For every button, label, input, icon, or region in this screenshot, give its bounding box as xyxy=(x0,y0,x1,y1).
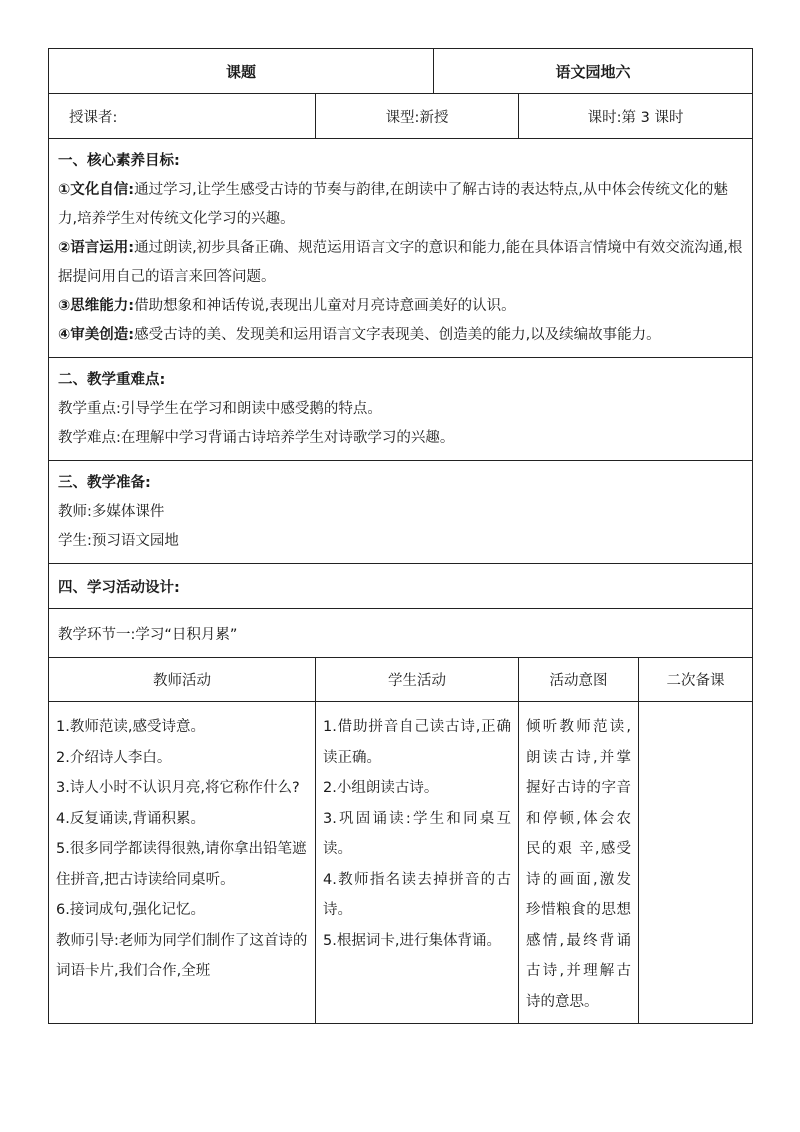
teacher-activity-item: 3.诗人小时不认识月亮,将它称作什么? xyxy=(56,780,300,796)
step-title: 教学环节一:学习“日积月累” xyxy=(49,609,753,658)
goal-item xyxy=(58,176,743,234)
lesson-type: 课型:新授 xyxy=(316,94,519,139)
goal-text: 通过学习,让学生感受古诗的节奏与韵律,在朗读中了解古诗的表达特点,从中体会传统文化的魅力,培养学生对传统文化学习的兴趣。 xyxy=(58,182,728,227)
section-key-points xyxy=(49,358,753,461)
column-header: 教师活动 xyxy=(49,658,316,702)
section-title: 二、教学重难点: xyxy=(58,372,166,388)
teacher-prep: 教师:多媒体课件 xyxy=(58,504,165,520)
goal-lead: ④审美创造: xyxy=(58,327,135,343)
lesson-period: 课时:第 3 课时 xyxy=(519,94,753,139)
column-header: 二次备课 xyxy=(639,658,753,702)
section-goals xyxy=(49,139,753,358)
goal-item xyxy=(58,321,743,350)
activity-column-headers xyxy=(49,658,753,702)
goal-text: 借助想象和神话传说,表现出儿童对月亮诗意画美好的认识。 xyxy=(134,298,516,314)
student-activity-item: 2.小组朗读古诗。 xyxy=(323,780,439,796)
section-preparation xyxy=(49,461,753,564)
teacher-field: 授课者: xyxy=(49,94,316,139)
step-row xyxy=(49,609,753,658)
header-row xyxy=(49,49,753,94)
teacher-activity-item: 1.教师范读,感受诗意。 xyxy=(56,719,205,735)
section-title: 一、核心素养目标: xyxy=(58,153,180,169)
goal-item xyxy=(58,234,743,292)
teacher-activities-cell xyxy=(49,702,316,1024)
student-prep: 学生:预习语文园地 xyxy=(58,533,179,549)
activity-intent-cell: 倾听教师范读,朗读古诗,并掌握好古诗的字音和停顿,体会农民的艰 辛,感受诗的画面,激发珍惜粮食的思想感情,最终背诵古诗,并理解古诗的意思。 xyxy=(519,702,639,1024)
teacher-activity-item: 5.很多同学都读得很熟,请你拿出铅笔遮住拼音,把古诗读给同桌听。 xyxy=(56,841,307,888)
goal-lead: ①文化自信: xyxy=(58,182,135,198)
teacher-activity-item: 4.反复诵读,背诵积累。 xyxy=(56,810,205,827)
difficulty-point: 教学难点:在理解中学习背诵古诗培养学生对诗歌学习的兴趣。 xyxy=(58,430,455,446)
column-header: 学生活动 xyxy=(316,658,519,702)
goal-item xyxy=(58,292,743,321)
teacher-activity-item: 教师引导:老师为同学们制作了这首诗的词语卡片,我们合作,全班 xyxy=(56,932,308,979)
goal-lead: ③思维能力: xyxy=(58,298,135,314)
lesson-plan-table xyxy=(48,48,753,1024)
topic-label: 课题 xyxy=(49,49,434,94)
second-prep-cell xyxy=(639,702,753,1024)
column-header: 活动意图 xyxy=(519,658,639,702)
section-title: 四、学习活动设计: xyxy=(49,564,753,609)
student-activity-item: 4.教师指名读去掉拼音的古诗。 xyxy=(323,871,512,918)
student-activity-item: 5.根据词卡,进行集体背诵。 xyxy=(323,932,501,949)
goal-lead: ②语言运用: xyxy=(58,240,135,256)
goal-text: 感受古诗的美、发现美和运用语言文字表现美、创造美的能力,以及续编故事能力。 xyxy=(134,327,661,343)
student-activity-item: 1.借助拼音自己读古诗,正确读正确。 xyxy=(323,719,512,766)
meta-row xyxy=(49,94,753,139)
section-title: 三、教学准备: xyxy=(58,475,151,491)
activity-row xyxy=(49,702,753,1024)
lesson-plan-page xyxy=(48,48,752,1024)
section-activities-title-row xyxy=(49,564,753,609)
teacher-activity-item: 6.接词成句,强化记忆。 xyxy=(56,902,205,918)
student-activity-item: 3.巩固诵读:学生和同桌互读。 xyxy=(323,810,512,857)
teacher-activity-item: 2.介绍诗人李白。 xyxy=(56,749,172,766)
key-point: 教学重点:引导学生在学习和朗读中感受鹅的特点。 xyxy=(58,401,382,417)
topic-value: 语文园地六 xyxy=(434,49,753,94)
student-activities-cell xyxy=(316,702,519,1024)
goal-text: 通过朗读,初步具备正确、规范运用语言文字的意识和能力,能在具体语言情境中有效交流沟通,根据提问用自己的语言来回答问题。 xyxy=(58,240,743,285)
